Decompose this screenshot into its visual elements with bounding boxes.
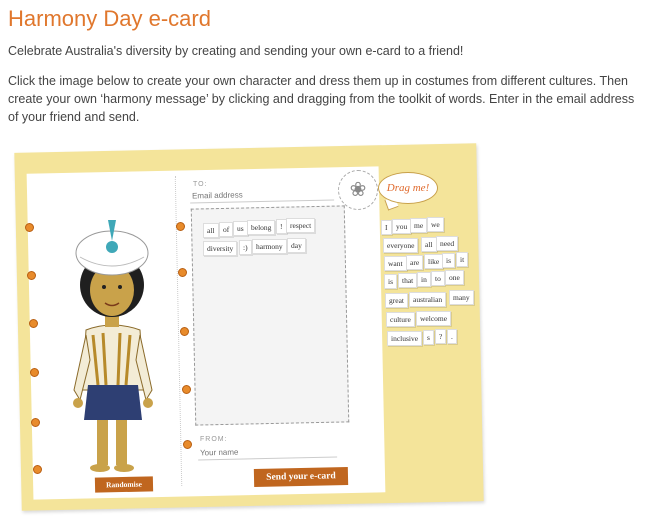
toolkit-word[interactable]: is (442, 253, 455, 268)
message-word[interactable]: day (287, 238, 306, 253)
binder-ring-icon (183, 440, 192, 449)
toolkit-word[interactable]: . (447, 329, 457, 344)
toolkit-word[interactable]: everyone (383, 238, 418, 253)
toolkit-word[interactable]: me (410, 218, 427, 233)
toolkit-word[interactable]: all (421, 237, 437, 252)
toolkit-word[interactable]: australian (409, 292, 446, 307)
binder-ring-icon (27, 271, 36, 280)
character-avatar[interactable] (58, 185, 168, 475)
binder-ring-icon (182, 385, 191, 394)
toolkit-word[interactable]: ? (435, 329, 446, 344)
intro-text: Celebrate Australia's diversity by creating and sending your own e-card to a friend! (8, 44, 464, 58)
message-word[interactable]: diversity (203, 241, 237, 256)
toolkit-word[interactable]: s (423, 330, 434, 345)
toolkit-word[interactable]: it (456, 252, 468, 267)
toolkit-word[interactable]: inclusive (387, 331, 422, 346)
page-title: Harmony Day e-card (8, 6, 211, 31)
toolkit-word[interactable]: culture (386, 312, 415, 327)
toolkit-word[interactable]: to (431, 271, 445, 286)
toolkit-word[interactable]: in (417, 272, 431, 287)
send-ecard-button[interactable]: Send your e-card (254, 467, 348, 487)
toolkit-word[interactable]: great (385, 293, 408, 308)
toolkit-word[interactable]: want (384, 256, 407, 271)
toolkit-word[interactable]: I (381, 220, 392, 235)
binder-ring-icon (33, 465, 42, 474)
toolkit-word[interactable]: we (427, 217, 444, 232)
message-word[interactable]: ! (276, 219, 287, 234)
binder-ring-icon (31, 418, 40, 427)
to-label: TO: (193, 181, 208, 188)
binder-ring-icon (176, 222, 185, 231)
message-word[interactable]: all (203, 223, 219, 238)
binder-ring-icon (180, 327, 189, 336)
toolkit-word[interactable]: one (445, 270, 464, 285)
toolkit-word[interactable]: welcome (416, 311, 451, 326)
message-word[interactable]: of (219, 222, 233, 237)
binder-ring-icon (25, 223, 34, 232)
toolkit-word[interactable]: many (449, 290, 474, 305)
toolkit-word[interactable]: is (384, 274, 397, 289)
message-word[interactable]: respect (286, 218, 315, 233)
drag-me-bubble: Drag me! (378, 172, 438, 204)
name-field[interactable] (198, 443, 337, 461)
binder-ring-icon (30, 368, 39, 377)
message-word[interactable]: belong (247, 220, 275, 235)
randomise-button[interactable]: Randomise (95, 476, 153, 492)
message-word[interactable]: harmony (252, 239, 287, 254)
message-word[interactable]: :) (239, 240, 252, 255)
toolkit-word[interactable]: like (424, 254, 443, 269)
email-field[interactable] (190, 185, 334, 203)
postage-stamp-icon: ❀ (338, 170, 378, 210)
instructions-text: Click the image below to create your own character and dress them up in costumes from different cultures. Then create your own ‘harmony message’ by clicking and dragging from the toolkit of words. Enter in the email address of your friend and send. (8, 74, 635, 124)
toolkit-word[interactable]: are (406, 255, 423, 270)
toolkit-word[interactable]: that (398, 273, 417, 288)
toolkit-word[interactable]: you (392, 219, 411, 234)
message-word[interactable]: us (233, 221, 248, 236)
from-label: FROM: (200, 436, 228, 443)
toolkit-word[interactable]: need (436, 236, 458, 251)
binder-ring-icon (29, 319, 38, 328)
binder-ring-icon (178, 268, 187, 277)
ecard-stage (0, 140, 653, 527)
